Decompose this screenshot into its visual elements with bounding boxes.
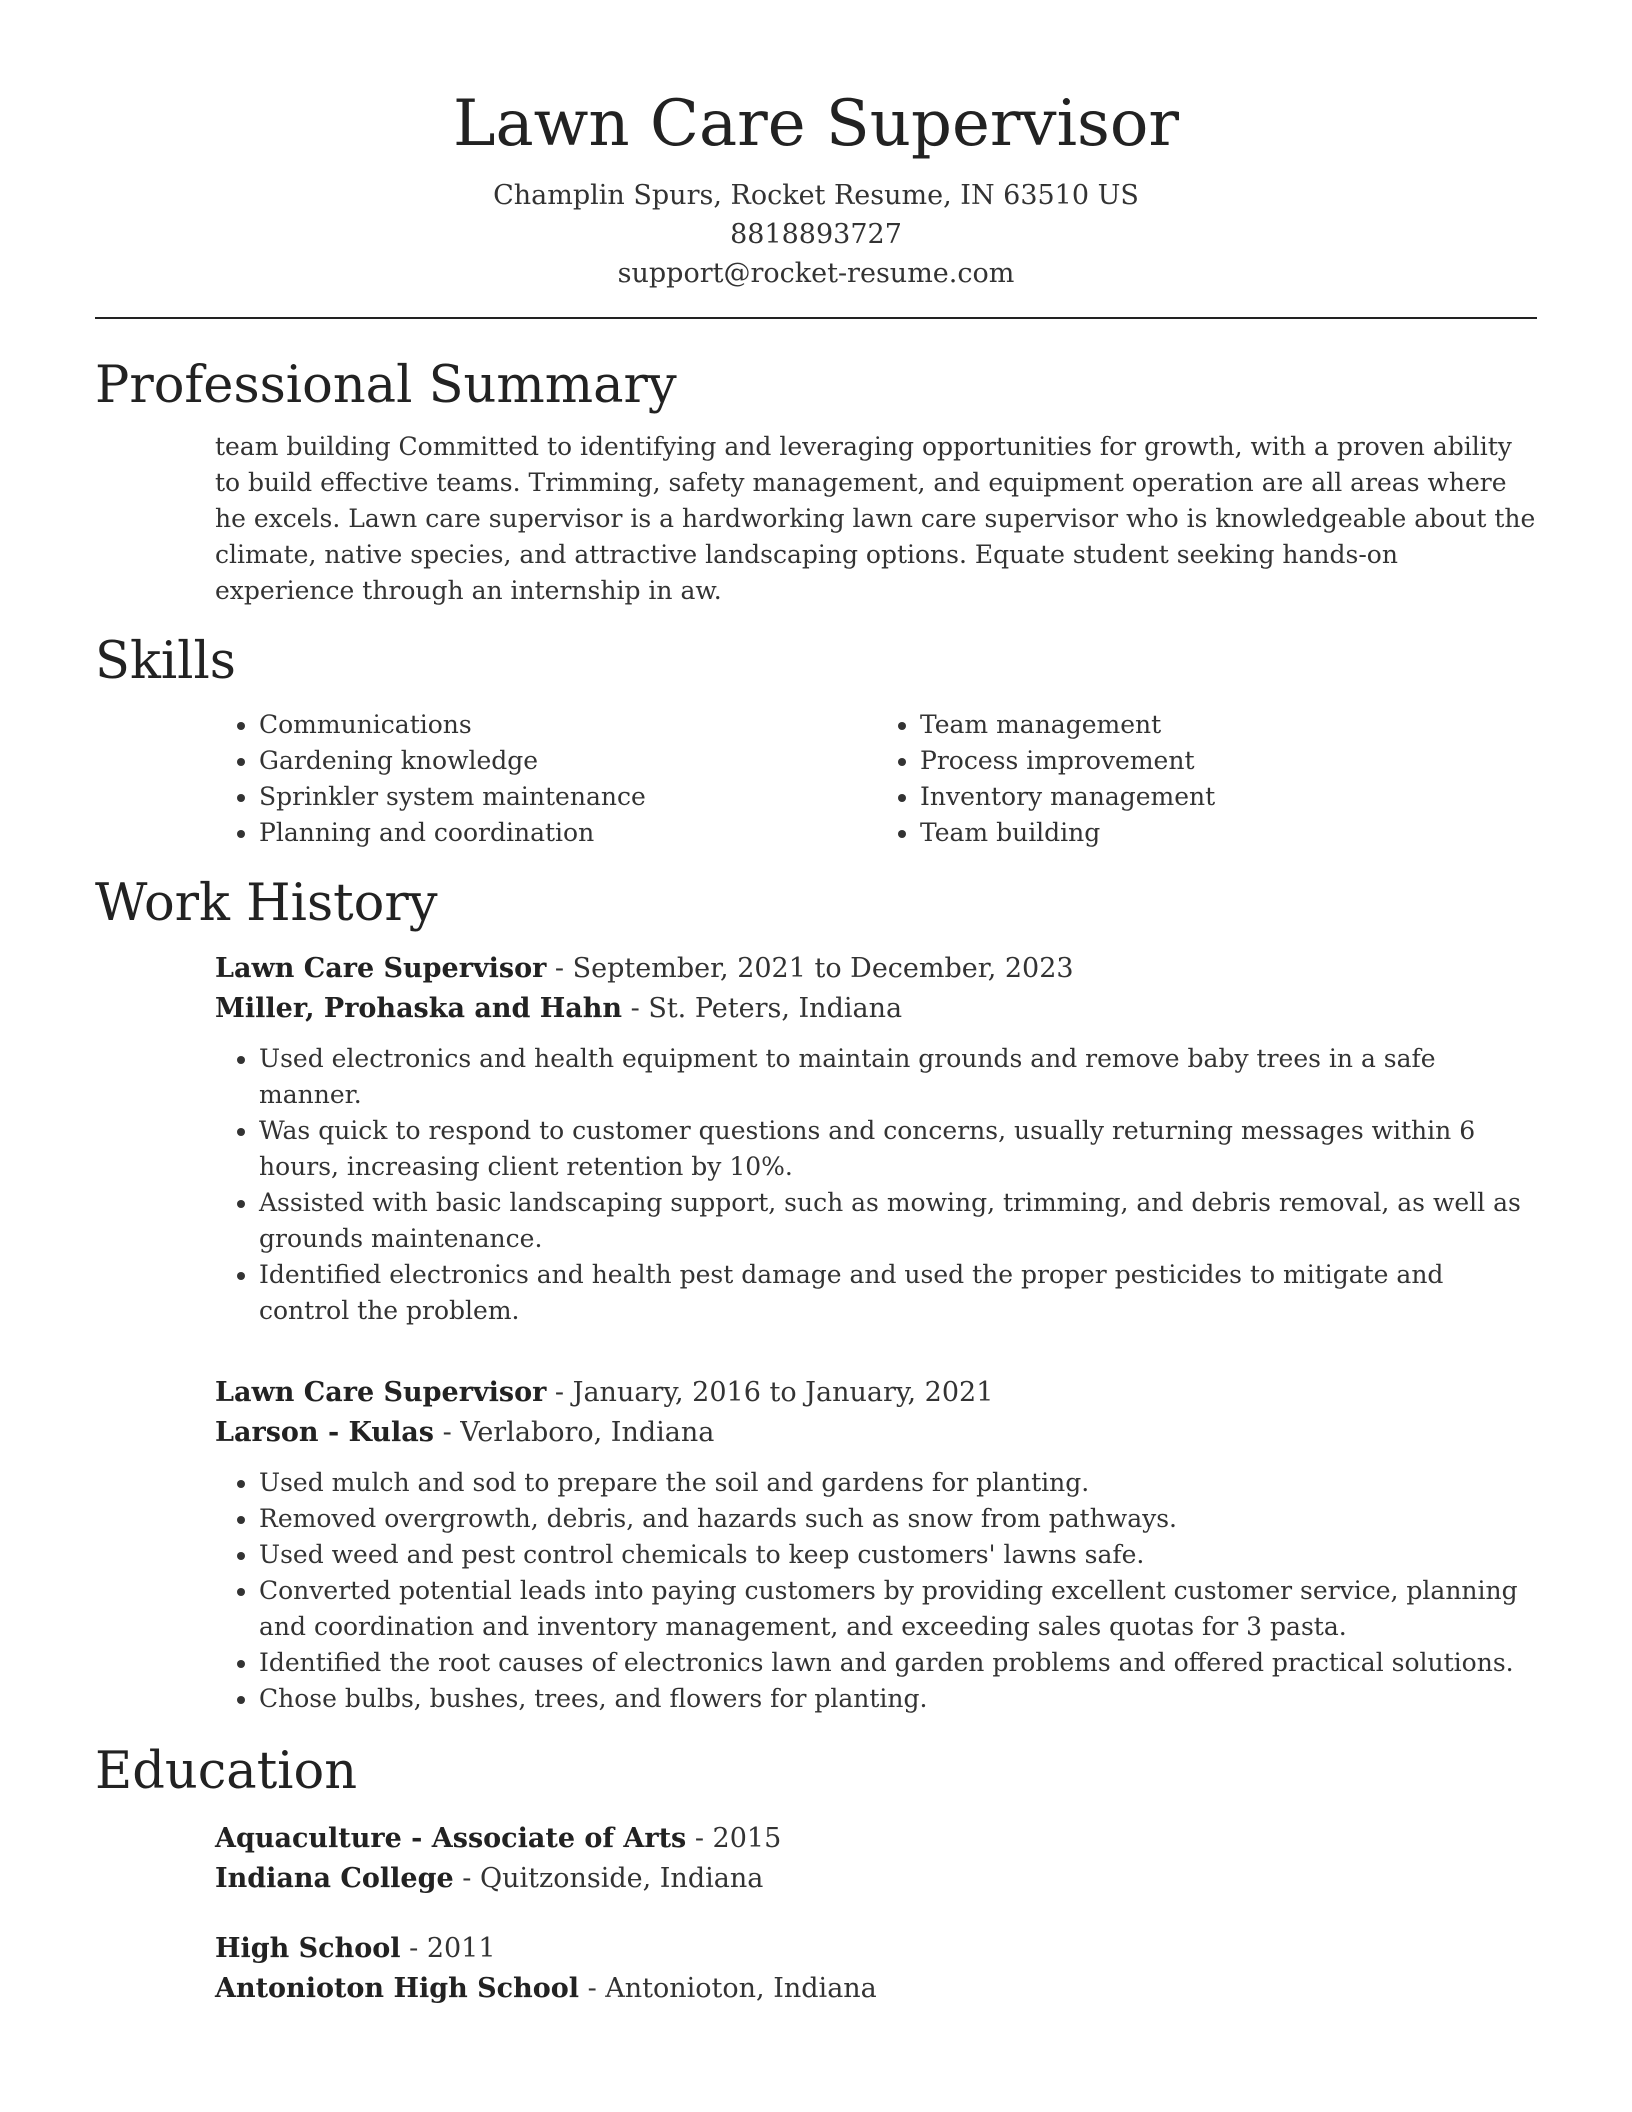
education-degree: High School xyxy=(215,1933,401,1964)
job-duty: • Chose bulbs, bushes, trees, and flowers for planting. xyxy=(259,1681,1537,1717)
summary-text: team building Committed to identifying and leveraging opportunities for growth, with a proven ability to build effective teams. Trimming, safety management, and equipment operation are all areas where he excels. Lawn care supervisor is a hardworking lawn care supervisor who is knowledgeable about the climate, native species, and attractive landscaping options. Equate student seeking hands-on experience through an internship in aw. xyxy=(215,432,1536,605)
job-duties xyxy=(215,1041,1537,1329)
job-entry xyxy=(95,949,1537,1329)
job-duty: • Assisted with basic landscaping support, such as mowing, trimming, and debris removal, as well as grounds maintenance. xyxy=(259,1185,1537,1257)
summary-heading: Professional Summary xyxy=(95,356,677,415)
job-duty: • Used electronics and health equipment to maintain grounds and remove baby trees in a safe manner. xyxy=(259,1041,1537,1113)
education-school: Antonioton High School xyxy=(215,1973,579,2004)
education-year: - 2011 xyxy=(400,1933,496,1964)
education-school-line xyxy=(215,1859,1537,1899)
job-company-line xyxy=(215,989,1537,1029)
education-degree-line xyxy=(215,1929,1537,1969)
education-section xyxy=(95,1741,1537,2009)
skill-item: • Inventory management xyxy=(920,779,1537,815)
summary-section xyxy=(95,355,1537,609)
skills-list xyxy=(95,707,1537,851)
education-year: - 2015 xyxy=(686,1823,782,1854)
job-duty: • Identified the root causes of electronics lawn and garden problems and offered practical solutions. xyxy=(259,1645,1537,1681)
job-duty: • Identified electronics and health pest damage and used the proper pesticides to mitigate and control the problem. xyxy=(259,1257,1537,1329)
resume-header xyxy=(95,0,1537,293)
skill-item: • Process improvement xyxy=(920,743,1537,779)
contact-info xyxy=(95,176,1537,293)
skill-item: • Team building xyxy=(920,815,1537,851)
education-degree: Aquaculture - Associate of Arts xyxy=(215,1823,687,1854)
job-title-line xyxy=(215,1373,1537,1413)
job-company: Miller, Prohaska and Hahn xyxy=(215,993,623,1024)
work-history-heading: Work History xyxy=(95,874,438,933)
education-entry xyxy=(95,1819,1537,1899)
contact-phone: 8818893727 xyxy=(730,219,902,250)
education-entry xyxy=(95,1929,1537,2009)
skill-item: • Planning and coordination xyxy=(259,815,876,851)
job-title-line xyxy=(215,949,1537,989)
education-school: Indiana College xyxy=(215,1863,454,1894)
job-duty: • Was quick to respond to customer questions and concerns, usually returning messages within 6 hours, increasing client retention by 10%. xyxy=(259,1113,1537,1185)
skill-item: • Communications xyxy=(259,707,876,743)
job-duty: • Removed overgrowth, debris, and hazards such as snow from pathways. xyxy=(259,1501,1537,1537)
skills-heading: Skills xyxy=(95,632,236,691)
job-duties xyxy=(215,1465,1537,1717)
job-dates: - January, 2016 to January, 2021 xyxy=(546,1377,994,1408)
education-heading: Education xyxy=(95,1742,358,1801)
education-location: - Quitzonside, Indiana xyxy=(453,1863,764,1894)
job-company: Larson - Kulas xyxy=(215,1417,435,1448)
education-location: - Antonioton, Indiana xyxy=(579,1973,877,2004)
skill-item: • Team management xyxy=(920,707,1537,743)
job-company-line xyxy=(215,1413,1537,1453)
page-title: Lawn Care Supervisor xyxy=(452,87,1180,161)
job-duty: • Used weed and pest control chemicals to keep customers' lawns safe. xyxy=(259,1537,1537,1573)
education-degree-line xyxy=(215,1819,1537,1859)
header-divider xyxy=(95,317,1537,319)
job-location: - St. Peters, Indiana xyxy=(622,993,903,1024)
job-location: - Verlaboro, Indiana xyxy=(434,1417,715,1448)
job-entry xyxy=(95,1373,1537,1717)
job-title: Lawn Care Supervisor xyxy=(215,1377,547,1408)
skills-section xyxy=(95,631,1537,851)
job-title: Lawn Care Supervisor xyxy=(215,953,547,984)
job-duty: • Converted potential leads into paying customers by providing excellent customer service, planning and coordination and inventory management, and exceeding sales quotas for 3 pasta. xyxy=(259,1573,1537,1645)
skills-column-right xyxy=(876,707,1537,851)
job-dates: - September, 2021 to December, 2023 xyxy=(546,953,1074,984)
contact-email: support@rocket-resume.com xyxy=(617,258,1015,289)
skill-item: • Sprinkler system maintenance xyxy=(259,779,876,815)
skills-column-left xyxy=(215,707,876,851)
education-school-line xyxy=(215,1969,1537,2009)
work-history-section xyxy=(95,873,1537,1717)
job-duty: • Used mulch and sod to prepare the soil and gardens for planting. xyxy=(259,1465,1537,1501)
skill-item: • Gardening knowledge xyxy=(259,743,876,779)
contact-address: Champlin Spurs, Rocket Resume, IN 63510 US xyxy=(493,180,1139,211)
